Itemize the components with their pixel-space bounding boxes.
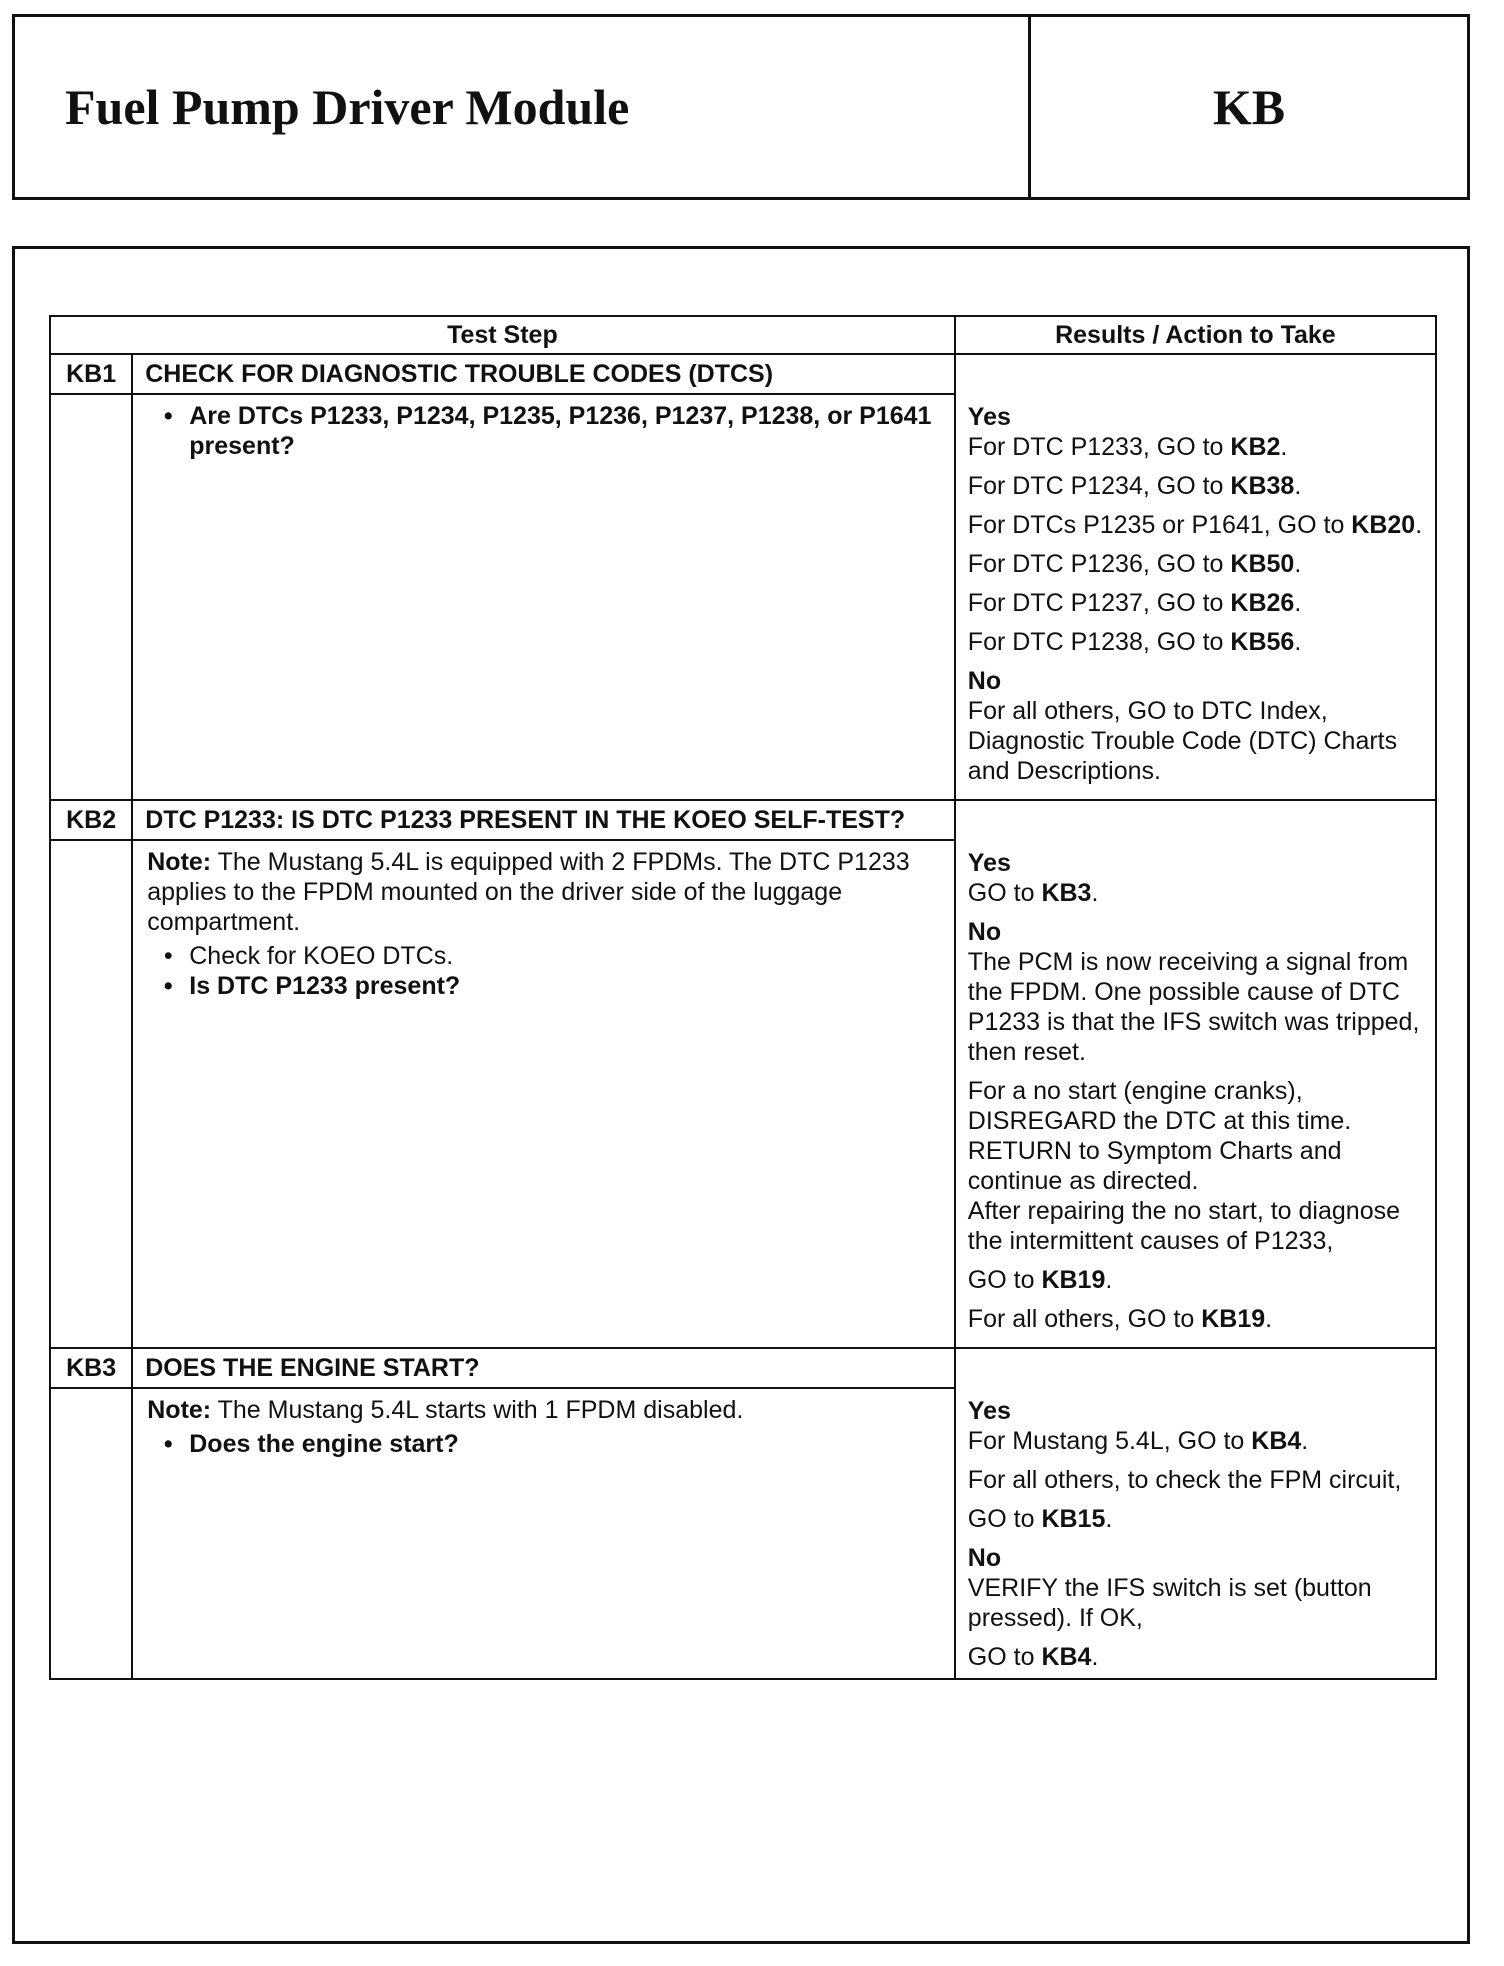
- column-header-results: Results / Action to Take: [955, 316, 1436, 354]
- result-spacer: [955, 800, 1436, 840]
- step-body-row: [50, 840, 1436, 1348]
- step-id-spacer: [50, 840, 132, 1348]
- result-line: The PCM is now receiving a signal from the FPDM. One possible cause of DTC P1233 is that the IFS switch was tripped, then reset.: [967, 948, 1420, 1066]
- step-title: DTC P1233: IS DTC P1233 PRESENT IN THE KOEO SELF-TEST?: [132, 800, 955, 840]
- step-title-row: [50, 354, 1436, 394]
- step-title-row: [50, 800, 1436, 840]
- step-link[interactable]: KB3: [1041, 879, 1092, 907]
- bullet-icon: •: [163, 1430, 173, 1458]
- result-line: GO to KB15.: [967, 1505, 1113, 1533]
- list-item: • Check for KOEO DTCs.: [147, 941, 940, 971]
- result-line: For all others, GO to DTC Index, Diagnostic Trouble Code (DTC) Charts and Descriptions.: [967, 697, 1398, 785]
- yes-label: Yes: [967, 849, 1011, 877]
- result-line: After repairing the no start, to diagnose the intermittent causes of P1233,: [967, 1197, 1400, 1255]
- result-line: For a no start (engine cranks), DISREGARD the DTC at this time. RETURN to Symptom Charts and continue as directed.: [967, 1077, 1352, 1195]
- result-line: For Mustang 5.4L, GO to KB4.: [967, 1427, 1309, 1455]
- step-question: Is DTC P1233 present?: [189, 972, 461, 1000]
- no-label: No: [967, 1544, 1002, 1572]
- step-body: [132, 1388, 955, 1679]
- step-body-row: [50, 394, 1436, 800]
- step-question: Are DTCs P1233, P1234, P1235, P1236, P1237, P1238, or P1641 present?: [189, 402, 932, 460]
- page-title: Fuel Pump Driver Module: [15, 17, 1031, 197]
- step-id-spacer: [50, 394, 132, 800]
- no-label: No: [967, 918, 1002, 946]
- result-cell: [955, 840, 1436, 1348]
- result-line: For DTC P1234, GO to KB38.: [967, 472, 1302, 500]
- result-line: For DTCs P1235 or P1641, GO to KB20.: [967, 511, 1423, 539]
- step-link[interactable]: KB19: [1041, 1266, 1106, 1294]
- yes-label: Yes: [967, 1397, 1011, 1425]
- column-header-test-step: Test Step: [50, 316, 955, 354]
- step-id-spacer: [50, 1388, 132, 1679]
- step-title-row: [50, 1348, 1436, 1388]
- step-link[interactable]: KB38: [1230, 472, 1295, 500]
- bullet-icon: •: [163, 972, 173, 1000]
- step-title: DOES THE ENGINE START?: [132, 1348, 955, 1388]
- step-body: [132, 840, 955, 1348]
- list-item: [147, 401, 940, 461]
- result-line: For all others, GO to KB19.: [967, 1305, 1273, 1333]
- table-header-row: [50, 316, 1436, 354]
- step-id: KB2: [50, 800, 132, 840]
- result-spacer: [955, 1348, 1436, 1388]
- result-cell: [955, 1388, 1436, 1679]
- step-title: CHECK FOR DIAGNOSTIC TROUBLE CODES (DTCS): [132, 354, 955, 394]
- result-line: GO to KB19.: [967, 1266, 1113, 1294]
- step-id: KB3: [50, 1348, 132, 1388]
- test-step-table: [49, 315, 1437, 1680]
- step-body-row: [50, 1388, 1436, 1679]
- bullet-icon: •: [163, 402, 173, 430]
- step-link[interactable]: KB50: [1230, 550, 1295, 578]
- result-line: For DTC P1233, GO to KB2.: [967, 433, 1288, 461]
- step-link[interactable]: KB19: [1201, 1305, 1266, 1333]
- step-note: Note: The Mustang 5.4L is equipped with 2 FPDMs. The DTC P1233 applies to the FPDM mounted on the driver side of the luggage compartment.: [147, 848, 910, 936]
- step-note: Note: The Mustang 5.4L starts with 1 FPDM disabled.: [147, 1396, 744, 1424]
- result-line: GO to KB3.: [967, 879, 1099, 907]
- result-line: VERIFY the IFS switch is set (button pressed). If OK,: [967, 1574, 1372, 1632]
- step-link[interactable]: KB4: [1251, 1427, 1302, 1455]
- bullet-icon: •: [163, 942, 173, 970]
- section-code: KB: [1212, 79, 1286, 135]
- content-frame: [12, 246, 1470, 1944]
- list-item: [147, 971, 940, 1001]
- result-line: For all others, to check the FPM circuit,: [967, 1466, 1402, 1494]
- step-question: Does the engine start?: [189, 1430, 459, 1458]
- list-item: [147, 1429, 940, 1459]
- result-line: For DTC P1237, GO to KB26.: [967, 589, 1302, 617]
- step-link[interactable]: KB15: [1041, 1505, 1106, 1533]
- step-link[interactable]: KB26: [1230, 589, 1295, 617]
- result-line: For DTC P1238, GO to KB56.: [967, 628, 1302, 656]
- step-link[interactable]: KB2: [1230, 433, 1281, 461]
- page-header: [12, 14, 1470, 200]
- step-link[interactable]: KB4: [1041, 1643, 1092, 1671]
- step-body: [132, 394, 955, 800]
- no-label: No: [967, 667, 1002, 695]
- result-line: GO to KB4.: [967, 1643, 1099, 1671]
- yes-label: Yes: [967, 403, 1011, 431]
- step-id: KB1: [50, 354, 132, 394]
- result-line: For DTC P1236, GO to KB50.: [967, 550, 1302, 578]
- result-spacer: [955, 354, 1436, 394]
- step-link[interactable]: KB20: [1351, 511, 1416, 539]
- step-link[interactable]: KB56: [1230, 628, 1295, 656]
- result-cell: [955, 394, 1436, 800]
